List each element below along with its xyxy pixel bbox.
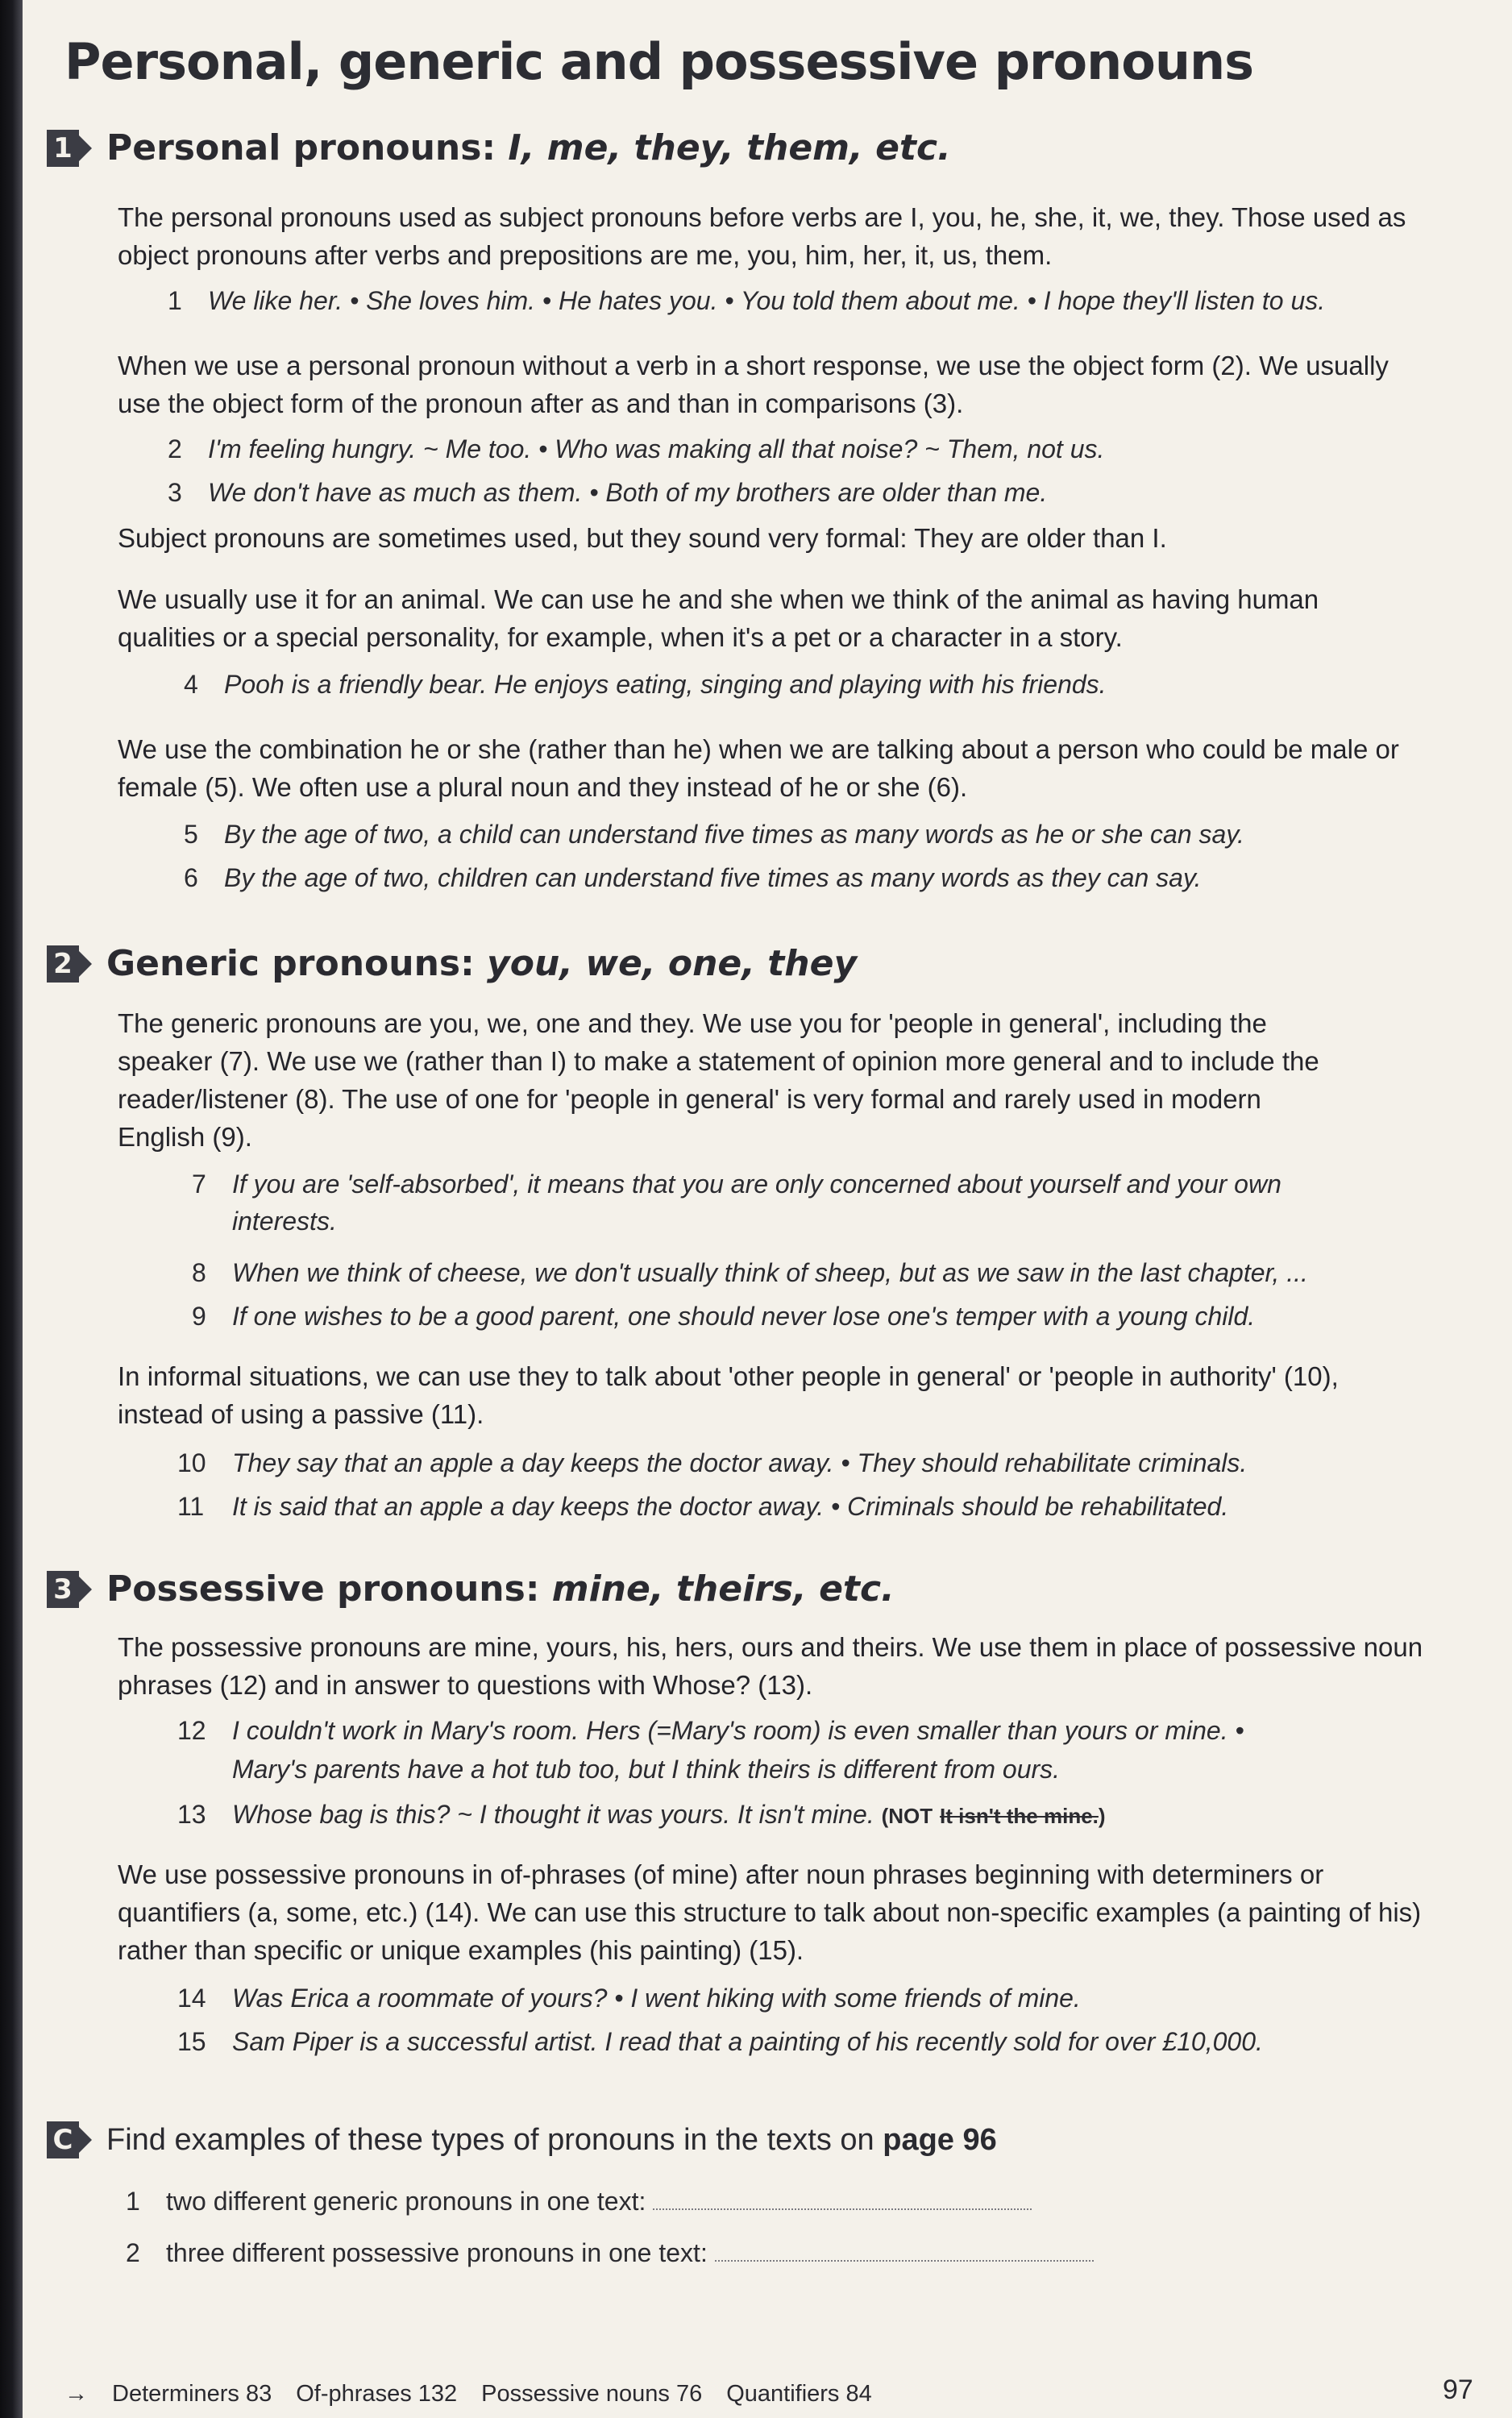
section-1-badge: 1 [47, 130, 90, 167]
arrow-right-icon: → [64, 2381, 88, 2407]
section-1-heading: 1 Personal pronouns: I, me, they, them, etc. [47, 127, 951, 168]
page: Personal, generic and possessive pronouns 1 Personal pronouns: I, me, they, them, etc. The personal pronouns used as subject pronouns before verbs are I, you, he, she, it, we, they. Those used as object pronouns after verbs and prepositions are me, you, him, her, it, us, them. 1 We like her. • She loves him. • He hates you. • You told them about me. • I hope they'll listen to us. When we use a personal pronoun without a verb in a short response, we use the object form (2). We usually use the object form of the pronoun after as and than in comparisons (3). 2 I'm feeling hungry. ~ Me too. • Who was making all that noise? ~ Them, not us. 3 We don't have as much as them. • Both of my brothers are older than me. Subject pronouns are sometimes used, but they sound very formal: They are older than I. We usually use it for an animal. We can use he and she when we think of the animal as having human qualities or a special personality, for example, when it's a pet or a character in a story. 4 Pooh is a friendly bear. He enjoys eating, singing and playing with his friends. We use the combination he or she (rather than he) when we are talking about a person who could be male or female (5). We often use a plural noun and they instead of he or she (6). 5 By the age of two, a child can understand five times as many words as he or she can say. 6 By the age of two, children can understand five times as many words as they can say. 2 Generic pronouns: you, we, one, they The generic pronouns are you, we, one and they. We use you for 'people in general', including the speaker (7). We use we (rather than I) to make a statement of opinion more general and to include the reader/listener (8). The use of one for 'people in general' is very formal and rarely used in modern English (9). 7 If you are 'self-absorbed', it means that you are only concerned about yourself and your own interests. 8 When we think of cheese, we don't usually think of sheep, but as we saw in the last chapter, ... 9 If one wishes to be a good parent, one should never lose one's temper with a young child. In informal situations, we can use they to talk about 'other people in general' or 'people in authority' (10), instead of using a passive (11). 10 They say that an apple a day keeps the doctor away. • They should rehabilitate criminals. 11 It is said that an apple a day keeps the doctor away. • Criminals should be rehabilitated. 3 Possessive pronouns: mine, theirs, etc. The possessive pronouns are mine, yours, his, hers, ours and theirs. We use them in place of possessive noun phrases (12) and in answer to questions with Whose? (13). 12 I couldn't work in Mary's room. Hers (=Mary's room) is even smaller than yours or mine. • Mary's parents have a hot tub too, but I think theirs is different from ours. 13 Whose bag is this? ~ I thought it was yours. It isn't mine. (NOT It isn't the mine.) We use possessive pronouns in of-phrases (of mine) after noun phrases beginning with determiners or quantifiers (a, some, etc.) (14). We can use this structure to talk about non-specific examples (a painting of his) rather than specific or unique examples (his painting) (15). 14 Was Erica a roommate of yours? • I went hiking with some friends of mine. 15 Sam Piper is a successful artist. I read that a painting of his recently sold for over £10,000. C Find examples of these types of pronouns in the texts on page 96 1 two different generic pronouns in one text: 2 three different possessive pronouns in one text: → Determiners 83 Of-phrases 132 Possessive nouns 76 Quantifiers 84 97 [23, 0, 1512, 2418]
section-1-paragraph-3: Subject pronouns are sometimes used, but they sound very formal: They are older than I. [118, 523, 1167, 553]
section-3-heading: 3 Possessive pronouns: mine, theirs, etc. [47, 1568, 895, 1610]
footer-link-possessive-nouns: Possessive nouns 76 [481, 2381, 703, 2407]
incorrect-example: It isn't the mine. [940, 1804, 1099, 1828]
arrow-icon [77, 949, 92, 978]
section-2-heading: 2 Generic pronouns: you, we, one, they [47, 943, 857, 984]
section-1-paragraph-5: We use the combination he or she (rather than he) when we are talking about a person who could be male or female (5). We often use a plural noun and they instead of he or she (6). [118, 734, 1399, 802]
page-number: 97 [1443, 2374, 1473, 2405]
section-1-paragraph-1: The personal pronouns used as subject pronouns before verbs are I, you, he, she, it, we, they. Those used as object pronouns after verbs and prepositions are me, you, him, her, it, us, them. [118, 202, 1406, 270]
exercise-c-heading: C Find examples of these types of pronouns in the texts on page 96 [47, 2121, 997, 2158]
section-2-badge: 2 [47, 945, 90, 983]
section-3-badge: 3 [47, 1571, 90, 1608]
section-1-paragraph-2: When we use a personal pronoun without a verb in a short response, we use the object form (2). We usually use the object form of the pronoun after as and than in comparisons (3). [118, 351, 1389, 418]
answer-line-2[interactable] [715, 2236, 1094, 2262]
page-title: Personal, generic and possessive pronouns [64, 32, 1254, 91]
book-spine-shadow [0, 0, 23, 2418]
cross-reference-footer [64, 2381, 872, 2408]
footer-link-determiners: Determiners 83 [112, 2381, 272, 2407]
exercise-c-badge: C [47, 2121, 90, 2158]
footer-link-quantifiers: Quantifiers 84 [726, 2381, 872, 2407]
section-3-paragraph-1: The possessive pronouns are mine, yours, his, hers, ours and theirs. We use them in place of possessive noun phrases (12) and in answer to questions with Whose? (13). [118, 1632, 1423, 1700]
section-2-paragraph-2: In informal situations, we can use they to talk about 'other people in general' or 'people in authority' (10), instead of using a passive (11). [118, 1361, 1339, 1429]
arrow-icon [77, 2125, 92, 2154]
arrow-icon [77, 1575, 92, 1604]
section-3-paragraph-2: We use possessive pronouns in of-phrases (of mine) after noun phrases beginning with determiners or quantifiers (a, some, etc.) (14). We can use this structure to talk about non-specific examples (a painting of his) rather than specific or unique examples (his painting) (15). [118, 1859, 1422, 1965]
section-1-paragraph-4: We usually use it for an animal. We can use he and she when we think of the animal as having human qualities or a special personality, for example, when it's a pet or a character in a story. [118, 584, 1319, 652]
footer-link-of-phrases: Of-phrases 132 [296, 2381, 458, 2407]
answer-line-1[interactable] [653, 2184, 1032, 2210]
arrow-icon [77, 134, 92, 163]
section-2-paragraph-1: The generic pronouns are you, we, one and they. We use you for 'people in general', including the speaker (7). We use we (rather than I) to make a statement of opinion more general and to include the reader/listener (8). The use of one for 'people in general' is very formal and rarely used in modern English (9). [118, 1008, 1319, 1152]
